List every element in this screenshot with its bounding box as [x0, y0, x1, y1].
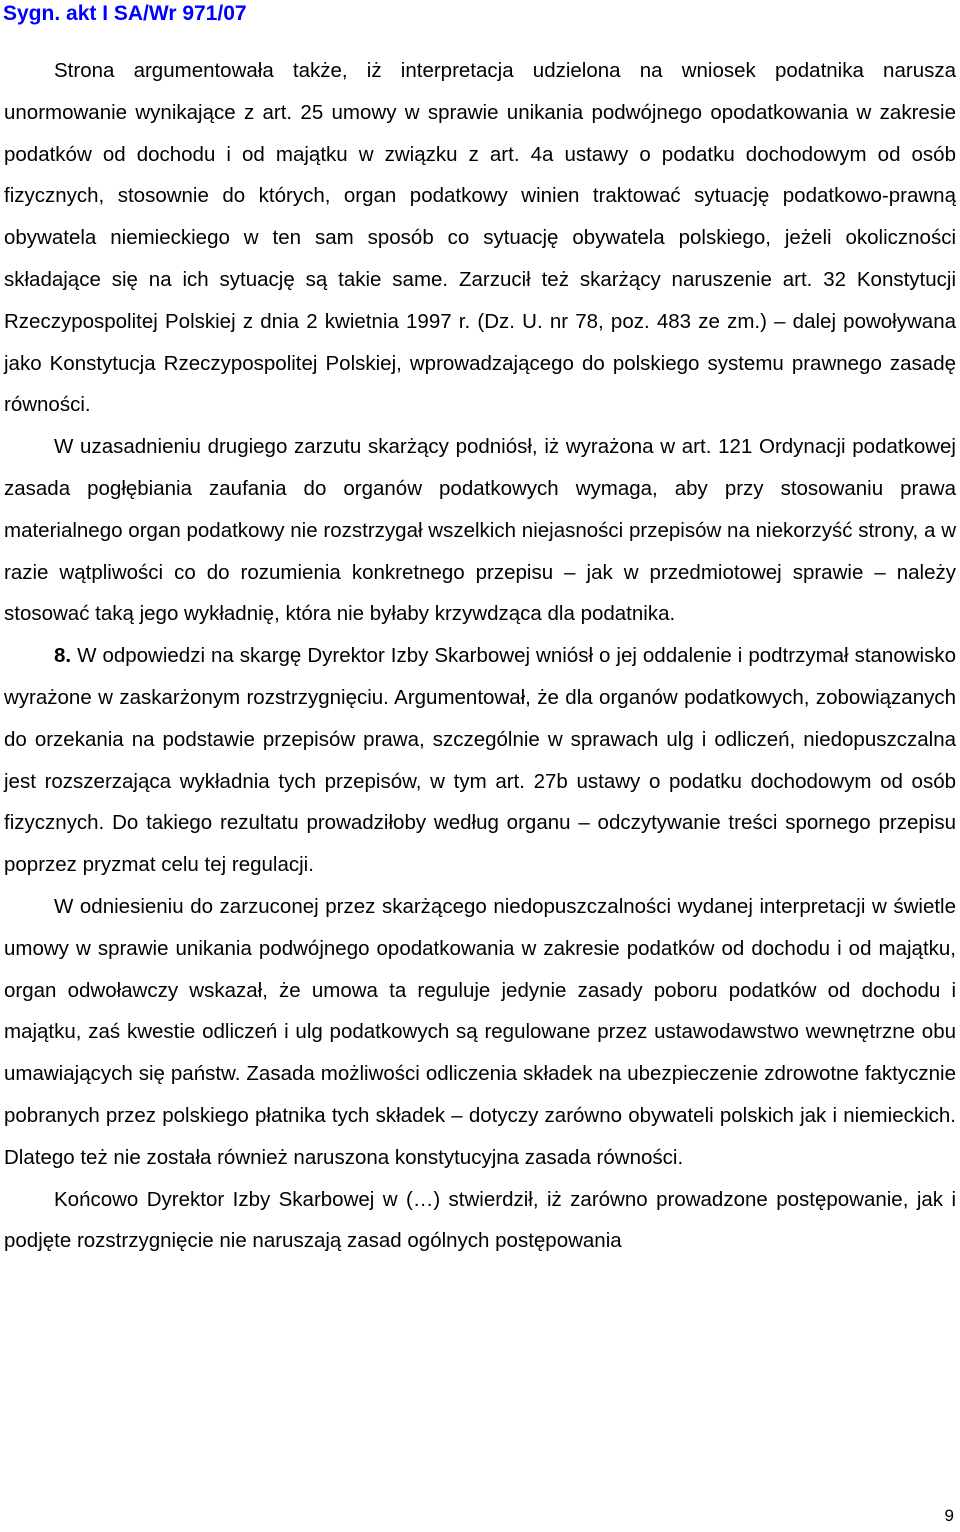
paragraph-text: W odniesieniu do zarzuconej przez skarżącego niedopuszczalności wydanej interpretacji w świetle umowy w sprawie unikania podwójnego opodatkowania w zakresie podatków od dochodu i od majątku, organ odwoławczy wskazał, że umowa ta reguluje jedynie zasady poboru podatków od dochodu i majątku, zaś kwestie odliczeń i ulg podatkowych są regulowane przez ustawodawstwo wewnętrzne obu umawiających się państw. Zasada możliwości odliczenia składek na ubezpieczenie zdrowotne faktycznie pobranych przez polskiego płatnika tych składek – dotyczy zarówno obywateli polskich jak i niemieckich. Dlatego też nie została również naruszona konstytucyjna zasada równości. — [4, 894, 956, 1169]
paragraph-number-8: 8. — [54, 644, 72, 668]
paragraph-5 — [4, 1179, 956, 1263]
paragraph-4 — [4, 886, 956, 1179]
paragraph-text: Strona argumentowała także, iż interpretacja udzielona na wniosek podatnika narusza unormowanie wynikające z art. 25 umowy w sprawie unikania podwójnego opodatkowania w zakresie podatków od dochodu i od majątku w związku z art. 4a ustawy o podatku dochodowym od osób fizycznych, stosownie do których, organ podatkowy winien traktować sytuację podatkowo-prawną obywatela niemieckiego w ten sam sposób co sytuację obywatela polskiego, jeżeli okoliczności składające się na ich sytuację są takie same. Zarzucił też skarżący naruszenie art. 32 Konstytucji Rzeczypospolitej Polskiej z dnia 2 kwietnia 1997 r. (Dz. U. nr 78, poz. 483 ze zm.) – dalej powoływana jako Konstytucja Rzeczypospolitej Polskiej, wprowadzającego do polskiego systemu prawnego zasadę równości. — [4, 59, 956, 417]
paragraph-3 — [4, 635, 956, 886]
case-signature: Sygn. akt I SA/Wr 971/07 — [3, 2, 247, 25]
paragraph-text: W uzasadnieniu drugiego zarzutu skarżący podniósł, iż wyrażona w art. 121 Ordynacji podatkowej zasada pogłębiania zaufania do organów podatkowych wymaga, aby przy stosowaniu prawa materialnego organ podatkowy nie rozstrzygał wszelkich niejasności przepisów na niekorzyść strony, a w razie wątpliwości co do rozumienia konkretnego przepisu – jak w przedmiotowej sprawie – należy stosować taką jego wykładnię, która nie byłaby krzywdząca dla podatnika. — [4, 435, 956, 626]
paragraph-2 — [4, 426, 956, 635]
paragraph-1 — [4, 50, 956, 426]
paragraph-text: W odpowiedzi na skargę Dyrektor Izby Skarbowej wniósł o jej oddalenie i podtrzymał stanowisko wyrażone w zaskarżonym rozstrzygnięciu. Argumentował, że dla organów podatkowych, zobowiązanych do orzekania na podstawie przepisów prawa, szczególnie w sprawach ulg i odliczeń, niedopuszczalna jest rozszerzająca wykładnia tych przepisów, w tym art. 27b ustawy o podatku dochodowym od osób fizycznych. Do takiego rezultatu prowadziłoby według organu – odczytywanie treści spornego przepisu poprzez pryzmat celu tej regulacji. — [4, 644, 956, 877]
document-body — [4, 50, 956, 1262]
page-number: 9 — [944, 1506, 954, 1525]
paragraph-text: Końcowo Dyrektor Izby Skarbowej w (…) stwierdził, iż zarówno prowadzone postępowanie, jak i podjęte rozstrzygnięcie nie naruszają zasad ogólnych postępowania — [4, 1187, 956, 1253]
